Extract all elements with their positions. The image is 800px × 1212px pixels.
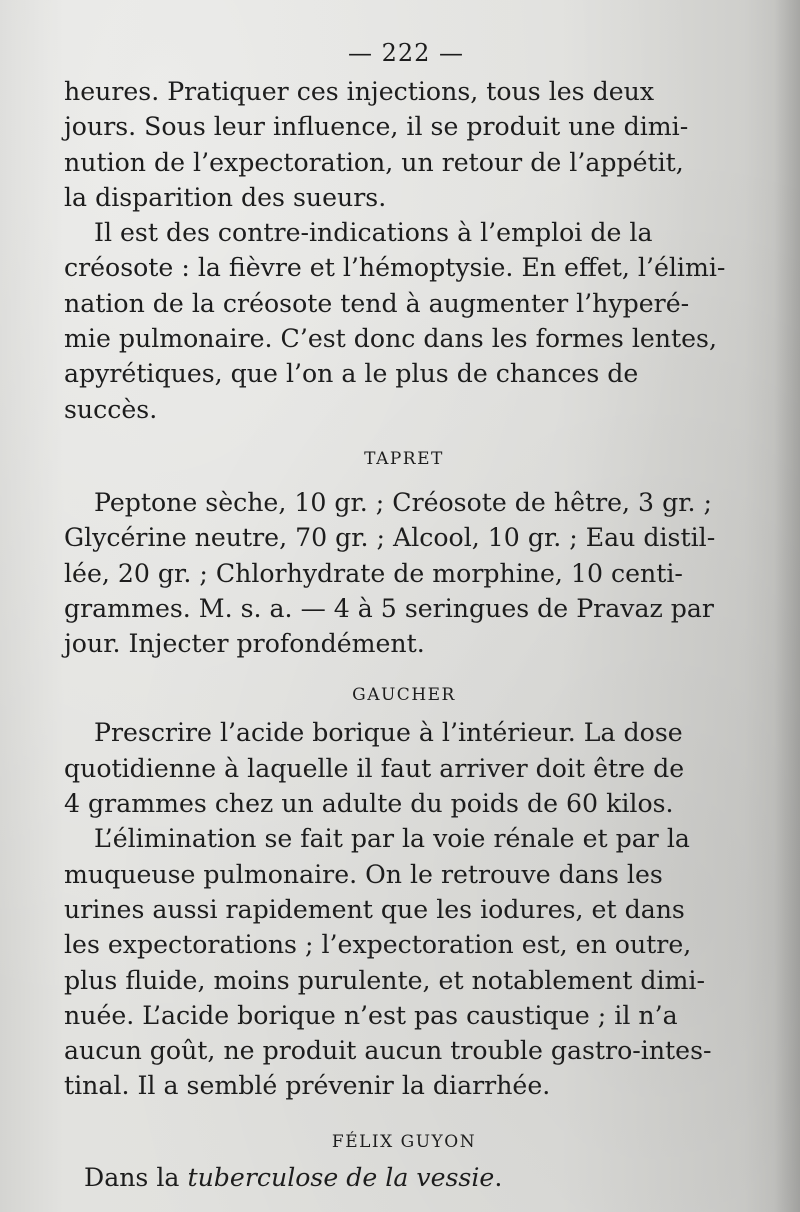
text-line xyxy=(64,1160,734,1195)
text-line: urines aussi rapidement que les iodures, et dans xyxy=(64,894,685,924)
paragraph-acide-borique xyxy=(64,715,734,821)
text-line: mie pulmonaire. C’est donc dans les formes lentes, xyxy=(64,324,717,354)
page-number: — 222 — xyxy=(347,39,465,67)
text-line: muqueuse pulmonaire. On le retrouve dans les xyxy=(64,859,663,889)
section-heading-felix-guyon: FÉLIX GUYON xyxy=(331,1131,477,1152)
paragraph-elimination xyxy=(64,821,734,1103)
text-line: nation de la créosote tend à augmenter l’hyperé- xyxy=(64,288,690,318)
text-line: Glycérine neutre, 70 gr. ; Alcool, 10 gr. ; Eau distil- xyxy=(64,523,716,553)
text-line: Peptone sèche, 10 gr. ; Créosote de hêtre, 3 gr. ; xyxy=(94,487,712,517)
text-line: la disparition des sueurs. xyxy=(64,182,387,212)
text-line: nution de l’expectoration, un retour de l’appétit, xyxy=(64,147,684,177)
paragraph-tapret-formula xyxy=(64,485,734,661)
text-line: nuée. L’acide borique n’est pas caustique ; il n’a xyxy=(64,1000,678,1030)
text-line: les expectorations ; l’expectoration est, en outre, xyxy=(64,930,692,960)
text-line: Prescrire l’acide borique à l’intérieur. La dose xyxy=(94,718,683,748)
text-line: jours. Sous leur influence, il se produit une dimi- xyxy=(64,112,689,142)
text-line: L’élimination se fait par la voie rénale et par la xyxy=(94,824,690,854)
text-line: créosote : la fièvre et l’hémoptysie. En effet, l’élimi- xyxy=(64,253,726,283)
paragraph-injections xyxy=(64,74,734,215)
paragraph-tuberculose xyxy=(64,1160,734,1195)
text-line: lée, 20 gr. ; Chlorhydrate de morphine, 10 centi- xyxy=(64,558,683,588)
text-line: plus fluide, moins purulente, et notablement dimi- xyxy=(64,965,705,995)
text-line: apyrétiques, que l’on a le plus de chances de xyxy=(64,359,639,389)
paragraph-contre-indications xyxy=(64,215,734,427)
text-line: 4 grammes chez un adulte du poids de 60 kilos. xyxy=(64,789,674,819)
text-line: aucun goût, ne produit aucun trouble gastro-intes- xyxy=(64,1036,712,1066)
text-line: heures. Pratiquer ces injections, tous les deux xyxy=(64,77,655,106)
text-line: succès. xyxy=(64,394,158,424)
italic-term: tuberculose de la vessie xyxy=(187,1162,495,1192)
text-line: grammes. M. s. a. — 4 à 5 seringues de Pravaz par xyxy=(64,593,714,623)
text-fragment: . xyxy=(494,1162,503,1192)
section-heading-tapret: TAPRET xyxy=(364,448,444,469)
text-line: quotidienne à laquelle il faut arriver doit être de xyxy=(64,753,685,783)
text-line: Il est des contre-indications à l’emploi de la xyxy=(94,218,653,248)
text-line: jour. Injecter profondément. xyxy=(64,629,425,659)
text-line: tinal. Il a semblé prévenir la diarrhée. xyxy=(64,1071,551,1101)
section-heading-gaucher: GAUCHER xyxy=(352,685,456,706)
text-fragment: Dans la xyxy=(84,1162,188,1192)
